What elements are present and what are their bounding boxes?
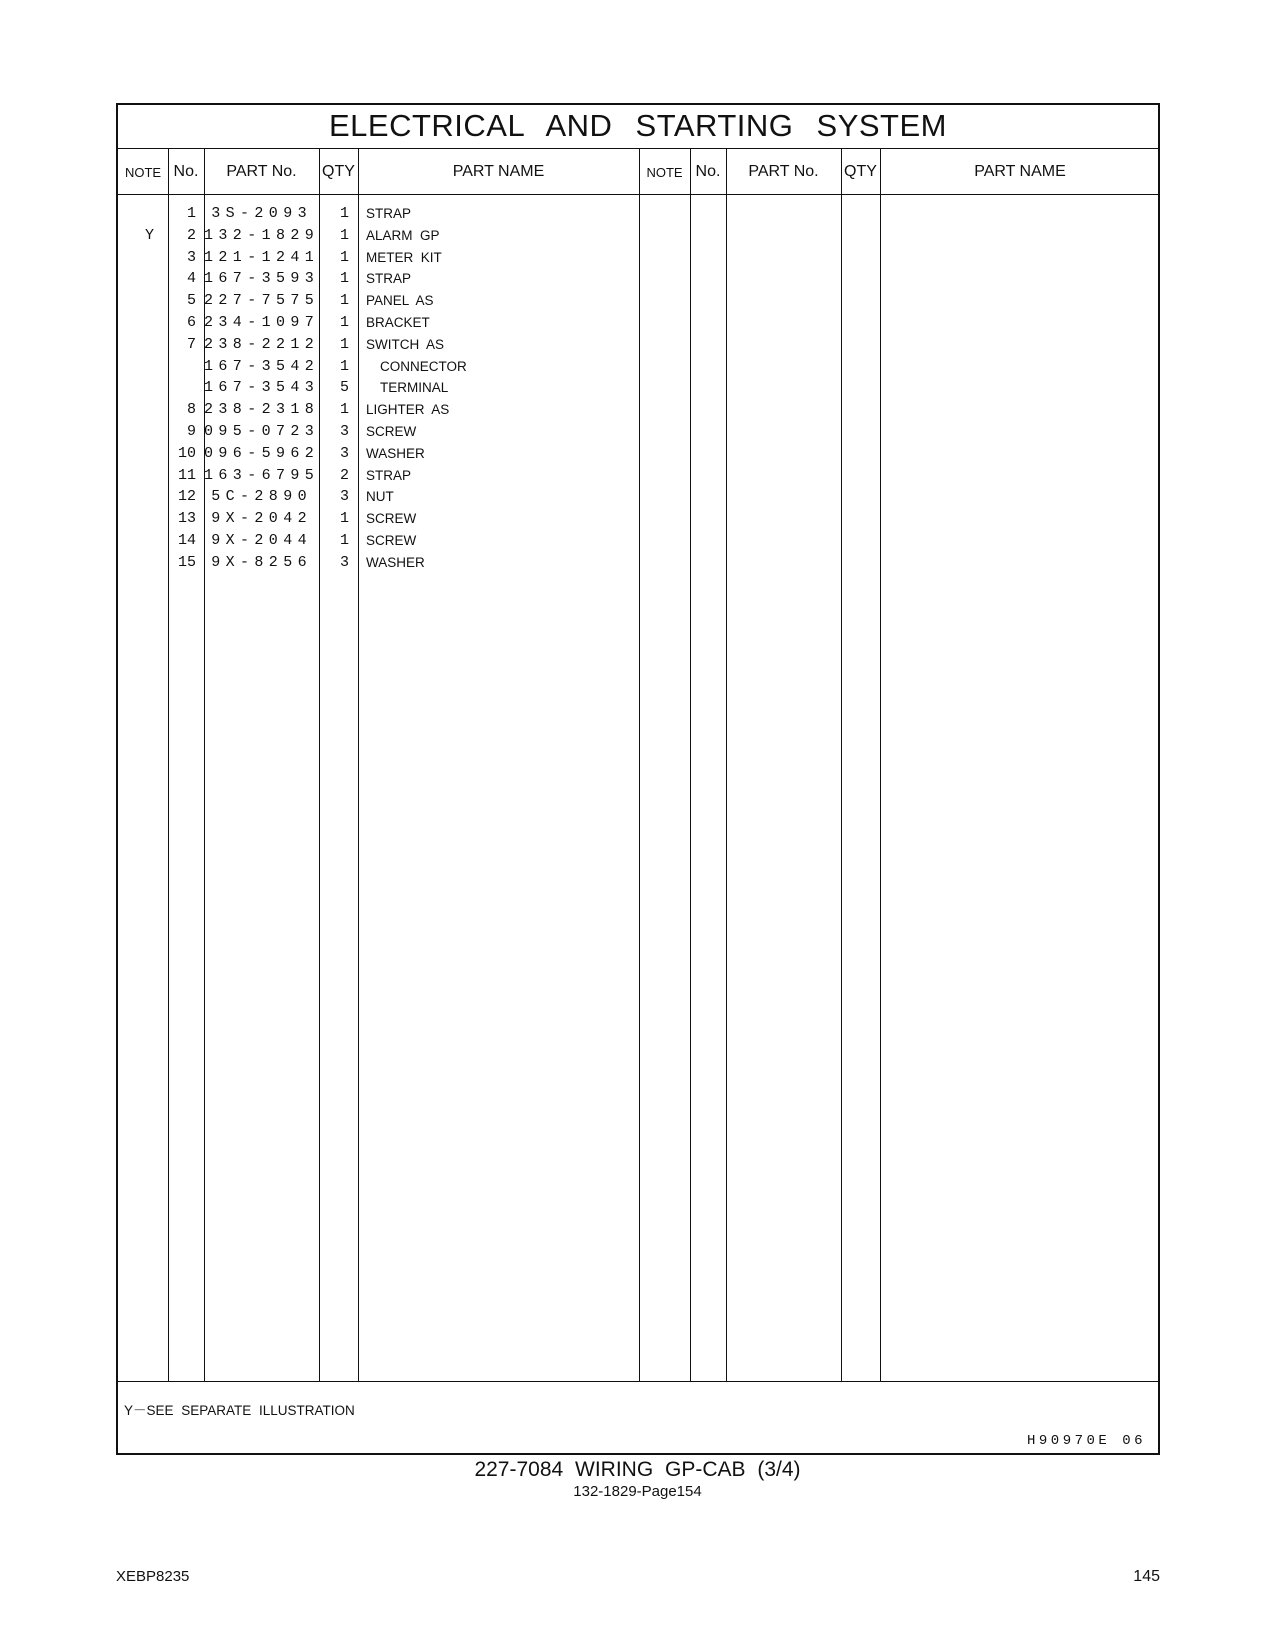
parts-table bbox=[116, 103, 1160, 1455]
col-divider bbox=[841, 148, 842, 1381]
row-note bbox=[118, 465, 154, 487]
row-part-number: 238-2318 bbox=[204, 401, 320, 419]
row-part-name: SCREW bbox=[366, 511, 417, 527]
row-quantity: 1 bbox=[339, 292, 349, 310]
row-part-name: STRAP bbox=[366, 271, 412, 287]
row-part-number: 238-2212 bbox=[204, 335, 320, 353]
row-item-number: 12 bbox=[177, 488, 196, 506]
row-part-name: METER KIT bbox=[366, 249, 442, 265]
row-item-number: 11 bbox=[177, 466, 196, 484]
row-item-number: 6 bbox=[186, 314, 196, 331]
illustration-code: H90970E 06 bbox=[1026, 1433, 1146, 1449]
row-item-number: 8 bbox=[186, 401, 196, 419]
header-qty: QTY bbox=[844, 163, 877, 180]
row-quantity: 1 bbox=[339, 510, 349, 528]
row-item-number: 14 bbox=[177, 532, 196, 549]
row-quantity: 1 bbox=[339, 401, 349, 419]
row-part-name: STRAP bbox=[366, 206, 412, 221]
row-item-number: 10 bbox=[177, 444, 196, 462]
header-part-no: PART No. bbox=[226, 163, 297, 180]
row-part-number: 121-1241 bbox=[204, 248, 320, 266]
row-quantity: 3 bbox=[339, 553, 349, 571]
header-divider bbox=[118, 194, 1158, 195]
row-note bbox=[118, 334, 154, 356]
row-part-number: 9X-8256 bbox=[211, 553, 312, 571]
row-part-number: 5C-2890 bbox=[211, 488, 312, 506]
row-quantity: 1 bbox=[339, 357, 349, 375]
document-number: XEBP8235 bbox=[116, 1568, 190, 1585]
col-divider bbox=[358, 148, 359, 1381]
row-part-name: CONNECTOR bbox=[380, 358, 467, 374]
header-no: No. bbox=[173, 163, 199, 180]
header-qty: QTY bbox=[322, 163, 355, 180]
row-part-number: 227-7575 bbox=[204, 292, 320, 310]
row-item-number: 9 bbox=[186, 423, 196, 440]
figure-caption: 227-7084 WIRING GP-CAB (3/4) bbox=[474, 1458, 801, 1481]
row-part-number: 234-1097 bbox=[204, 314, 320, 331]
row-part-name: BRACKET bbox=[366, 315, 430, 330]
row-note bbox=[118, 552, 154, 574]
header-part-name: PART NAME bbox=[452, 163, 545, 180]
row-note: Y bbox=[144, 226, 154, 244]
row-quantity: 3 bbox=[339, 488, 349, 506]
row-part-number: 132-1829 bbox=[204, 226, 320, 244]
row-part-number: 163-6795 bbox=[204, 466, 320, 484]
col-divider bbox=[639, 148, 640, 1381]
row-note bbox=[118, 290, 154, 312]
figure-subcaption: 132-1829-Page154 bbox=[573, 1483, 702, 1500]
row-item-number: 13 bbox=[177, 510, 196, 528]
row-note bbox=[118, 203, 154, 225]
header-part-no: PART No. bbox=[748, 163, 819, 180]
footer-divider bbox=[118, 1381, 1158, 1382]
row-note bbox=[118, 421, 154, 443]
row-part-name: WASHER bbox=[366, 445, 425, 461]
row-part-number: 167-3543 bbox=[204, 379, 320, 397]
row-item-number: 2 bbox=[186, 226, 196, 244]
row-quantity: 3 bbox=[339, 423, 349, 440]
row-quantity: 1 bbox=[339, 205, 349, 222]
row-item-number bbox=[168, 356, 196, 378]
row-note bbox=[118, 508, 154, 530]
row-note bbox=[118, 399, 154, 421]
row-part-number: 3S-2093 bbox=[211, 205, 312, 222]
row-note bbox=[118, 247, 154, 269]
header-no: No. bbox=[695, 163, 721, 180]
row-part-name: SCREW bbox=[366, 533, 417, 548]
row-item-number: 4 bbox=[186, 270, 196, 288]
row-quantity: 1 bbox=[339, 335, 349, 353]
row-part-number: 095-0723 bbox=[204, 423, 320, 440]
row-quantity: 1 bbox=[339, 226, 349, 244]
row-part-number: 167-3593 bbox=[204, 270, 320, 288]
row-note bbox=[118, 377, 154, 399]
row-part-name: NUT bbox=[366, 489, 394, 505]
row-part-name: LIGHTER AS bbox=[366, 402, 450, 418]
row-item-number: 1 bbox=[186, 205, 196, 222]
row-part-name: ALARM GP bbox=[366, 227, 440, 243]
row-part-number: 9X-2042 bbox=[211, 510, 312, 528]
row-item-number: 3 bbox=[186, 248, 196, 266]
row-quantity: 5 bbox=[339, 379, 349, 397]
row-item-number: 7 bbox=[186, 335, 196, 353]
row-part-name: WASHER bbox=[366, 554, 425, 570]
title-divider bbox=[118, 148, 1158, 149]
footnote: Y－SEE SEPARATE ILLUSTRATION bbox=[124, 1403, 355, 1418]
row-part-number: 096-5962 bbox=[204, 444, 320, 462]
row-quantity: 1 bbox=[339, 248, 349, 266]
col-divider bbox=[880, 148, 881, 1381]
row-part-name: PANEL AS bbox=[366, 293, 434, 309]
row-note bbox=[118, 530, 154, 552]
row-quantity: 3 bbox=[339, 444, 349, 462]
row-note bbox=[118, 443, 154, 465]
row-part-number: 167-3542 bbox=[204, 357, 320, 375]
row-part-number: 9X-2044 bbox=[211, 532, 312, 549]
row-quantity: 1 bbox=[339, 532, 349, 549]
row-note bbox=[118, 356, 154, 378]
page-number: 145 bbox=[1133, 1568, 1160, 1585]
col-divider bbox=[690, 148, 691, 1381]
header-note: NOTE bbox=[124, 164, 162, 180]
row-note bbox=[118, 268, 154, 290]
row-part-name: TERMINAL bbox=[380, 380, 449, 396]
row-item-number bbox=[168, 377, 196, 399]
header-note: NOTE bbox=[646, 164, 683, 180]
row-note bbox=[118, 312, 154, 334]
row-quantity: 2 bbox=[339, 466, 349, 484]
row-quantity: 1 bbox=[339, 314, 349, 331]
table-title: ELECTRICAL AND STARTING SYSTEM bbox=[329, 108, 947, 143]
row-part-name: SCREW bbox=[366, 424, 417, 439]
row-part-name: STRAP bbox=[366, 467, 412, 483]
col-divider bbox=[726, 148, 727, 1381]
header-part-name: PART NAME bbox=[974, 163, 1066, 180]
row-quantity: 1 bbox=[339, 270, 349, 288]
row-note bbox=[118, 486, 154, 508]
row-item-number: 5 bbox=[186, 292, 196, 310]
row-part-name: SWITCH AS bbox=[366, 336, 445, 352]
row-item-number: 15 bbox=[177, 553, 196, 571]
